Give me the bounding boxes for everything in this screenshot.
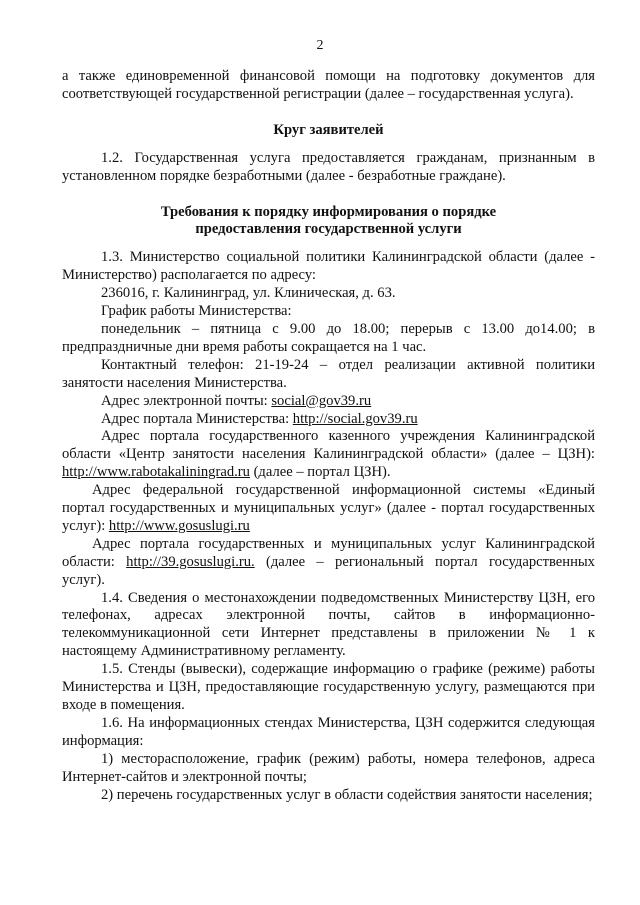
email-link[interactable]: social@gov39.ru	[271, 392, 372, 409]
intro-paragraph: а также единовременной финансовой помощи на подготовку документов для соответствующей государственной регистрации (далее – государственная услуга).	[62, 68, 595, 102]
paragraph-1-3: 1.3. Министерство социальной политики Калининградской области (далее - Министерство) располагается по адресу:	[62, 249, 595, 284]
regional-portal-paragraph	[62, 536, 595, 590]
federal-portal-text: Адрес федеральной государственной информационной системы «Единый портал государственных и муниципальных услуг» (далее - портал государственных услуг):	[62, 482, 595, 534]
list-item-1: 1) месторасположение, график (режим) работы, номера телефонов, адреса Интернет-сайтов и электронной почты;	[62, 750, 595, 785]
czn-portal-paragraph	[62, 428, 595, 482]
portal-line	[62, 411, 595, 429]
paragraph-1-5: 1.5. Стенды (вывески), содержащие информацию о графике (режиме) работы Министерства и ЦЗН, предоставляющие государственную услугу, размещаются при входе в помещения.	[62, 661, 595, 713]
regional-portal-link[interactable]: http://39.gosuslugi.ru.	[126, 553, 255, 570]
contact-phone: Контактный телефон: 21-19-24 – отдел реализации активной политики занятости населения Министерства.	[62, 356, 595, 391]
schedule: понедельник – пятница с 9.00 до 18.00; перерыв с 13.00 до14.00; в предпраздничные дни время работы сокращается на 1 час.	[62, 320, 595, 355]
paragraph-1-2: 1.2. Государственная услуга предоставляется гражданам, признанным в установленном порядке безработными (далее - безработные граждане).	[62, 149, 595, 184]
schedule-label: График работы Министерства:	[101, 303, 292, 320]
portal-label: Адрес портала Министерства:	[101, 410, 293, 427]
federal-portal-paragraph	[62, 482, 595, 536]
federal-portal-link[interactable]: http://www.gosuslugi.ru	[108, 517, 250, 534]
heading-applicants: Круг заявителей	[273, 121, 384, 138]
email-line	[62, 393, 595, 411]
list-item-2: 2) перечень государственных услуг в области содействия занятости населения;	[101, 786, 593, 803]
paragraph-1-6: 1.6. На информационных стендах Министерства, ЦЗН содержится следующая информация:	[62, 714, 595, 749]
czn-portal-link[interactable]: http://www.rabotakaliningrad.ru	[62, 464, 250, 481]
paragraph-1-4: 1.4. Сведения о местонахождении подведомственных Министерству ЦЗН, его телефонах, адресах электронной почты, сайтов в информационно-телекоммуникационной сети Интернет представлены в приложении № 1 к настоящему Административному регламенту.	[62, 589, 595, 660]
czn-portal-text: Адрес портала государственного казенного учреждения Калининградской области «Центр занятости населения Калининградской области» (далее – ЦЗН):	[62, 428, 595, 463]
czn-portal-suffix: (далее – портал ЦЗН).	[249, 464, 391, 481]
heading-info-line2: предоставления государственной услуги	[195, 221, 462, 238]
document-body	[62, 68, 595, 804]
page-number: 2	[316, 38, 324, 53]
regional-portal-suffix: (далее – региональный портал государственных услуг).	[62, 553, 595, 588]
heading-info-line1: Требования к порядку информирования о порядке	[160, 203, 497, 220]
portal-link[interactable]: http://social.gov39.ru	[292, 410, 418, 427]
regional-portal-text: Адрес портала государственных и муниципальных услуг Калининградской области:	[62, 535, 595, 570]
address: 236016, г. Калининград, ул. Клиническая, д. 63.	[101, 285, 396, 302]
email-label: Адрес электронной почты:	[101, 392, 272, 409]
